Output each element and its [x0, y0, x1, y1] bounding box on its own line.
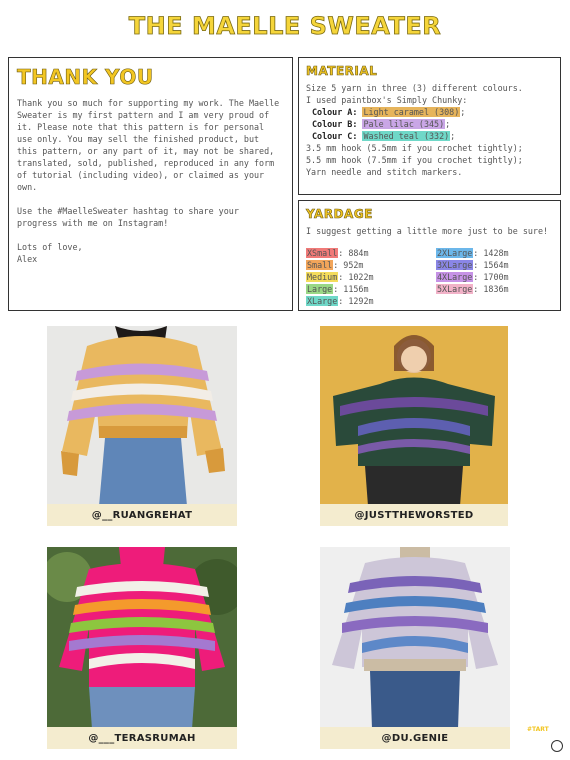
thank-you-heading: THANK YOU	[17, 65, 154, 89]
hook-line-1: 3.5 mm hook (5.5mm if you crochet tightly);	[306, 143, 523, 153]
sweater-photo-4	[320, 547, 510, 729]
yardage-heading: YARDAGE	[306, 207, 373, 221]
thank-you-signoff: Lots of love,	[17, 242, 83, 252]
colour-b-line: Colour B: Pale lilac (345);	[312, 119, 451, 129]
footer-tag: #TART	[527, 726, 549, 733]
colour-c-label: Colour C:	[312, 131, 358, 141]
colour-a-name: Light caramel (308)	[363, 107, 460, 117]
brand-logo-icon	[551, 740, 563, 752]
material-box	[298, 57, 561, 195]
thank-you-signature: Alex	[17, 254, 38, 264]
yardage-item: 3XLarge: 1564m	[437, 260, 509, 270]
yardage-item: 5XLarge: 1836m	[437, 284, 509, 294]
colour-c-line: Colour C: Washed teal (332);	[312, 131, 456, 141]
yardage-item: 4XLarge: 1700m	[437, 272, 509, 282]
yardage-item: XLarge: 1292m	[307, 296, 374, 306]
photo-caption: @___TERASRUMAH	[47, 727, 237, 749]
yardage-box	[298, 200, 561, 311]
colour-a-line: Colour A: Light caramel (308);	[312, 107, 466, 117]
sweater-photo-2	[320, 326, 508, 506]
colour-c-name: Washed teal (332)	[363, 131, 450, 141]
thank-you-body	[17, 97, 284, 265]
yardage-item: Large: 1156m	[307, 284, 369, 294]
photo-ruangrehat	[47, 326, 237, 526]
yardage-item: 2XLarge: 1428m	[437, 248, 509, 258]
material-body	[306, 82, 553, 178]
photo-caption: @DU.GENIE	[320, 727, 510, 749]
hook-line-2: 5.5 mm hook (7.5mm if you crochet tightly);	[306, 155, 523, 165]
photo-justtheworsted	[320, 326, 508, 526]
page-title: THE MAELLE SWEATER	[128, 12, 442, 40]
thank-you-paragraph-1: Thank you so much for supporting my work. The Maelle Sweater is my first pattern and I am very proud of it. Please note that this pattern is for personal use only. You may sell the finished product, but this pattern, or any part of it, may not be shared, translated, sold, published, reproduced in any form of tutorial (including video), or claimed as your own.	[17, 98, 280, 192]
photo-caption: @__RUANGREHAT	[47, 504, 237, 526]
colour-a-label: Colour A:	[312, 107, 358, 117]
yardage-intro: I suggest getting a little more just to be sure!	[306, 226, 549, 236]
yardage-item: XSmall: 884m	[307, 248, 369, 258]
sweater-photo-3	[47, 547, 237, 729]
yardage-item: Small: 952m	[307, 260, 364, 270]
thank-you-paragraph-2: Use the #MaelleSweater hashtag to share your progress with me on Instagram!	[17, 206, 239, 228]
colour-b-label: Colour B:	[312, 119, 358, 129]
material-intro-2: I used paintbox's Simply Chunky:	[306, 95, 468, 105]
photo-terasrumah	[47, 547, 237, 749]
notions-line: Yarn needle and stitch markers.	[306, 167, 463, 177]
thank-you-box	[8, 57, 293, 311]
yardage-list	[306, 247, 553, 307]
colour-b-name: Pale lilac (345)	[363, 119, 445, 129]
material-heading: MATERIAL	[306, 64, 378, 78]
sweater-photo-1	[47, 326, 237, 506]
photo-dugenie	[320, 547, 510, 749]
yardage-item: Medium: 1022m	[307, 272, 374, 282]
photo-caption: @JUSTTHEWORSTED	[320, 504, 508, 526]
material-intro-1: Size 5 yarn in three (3) different colours.	[306, 83, 523, 93]
